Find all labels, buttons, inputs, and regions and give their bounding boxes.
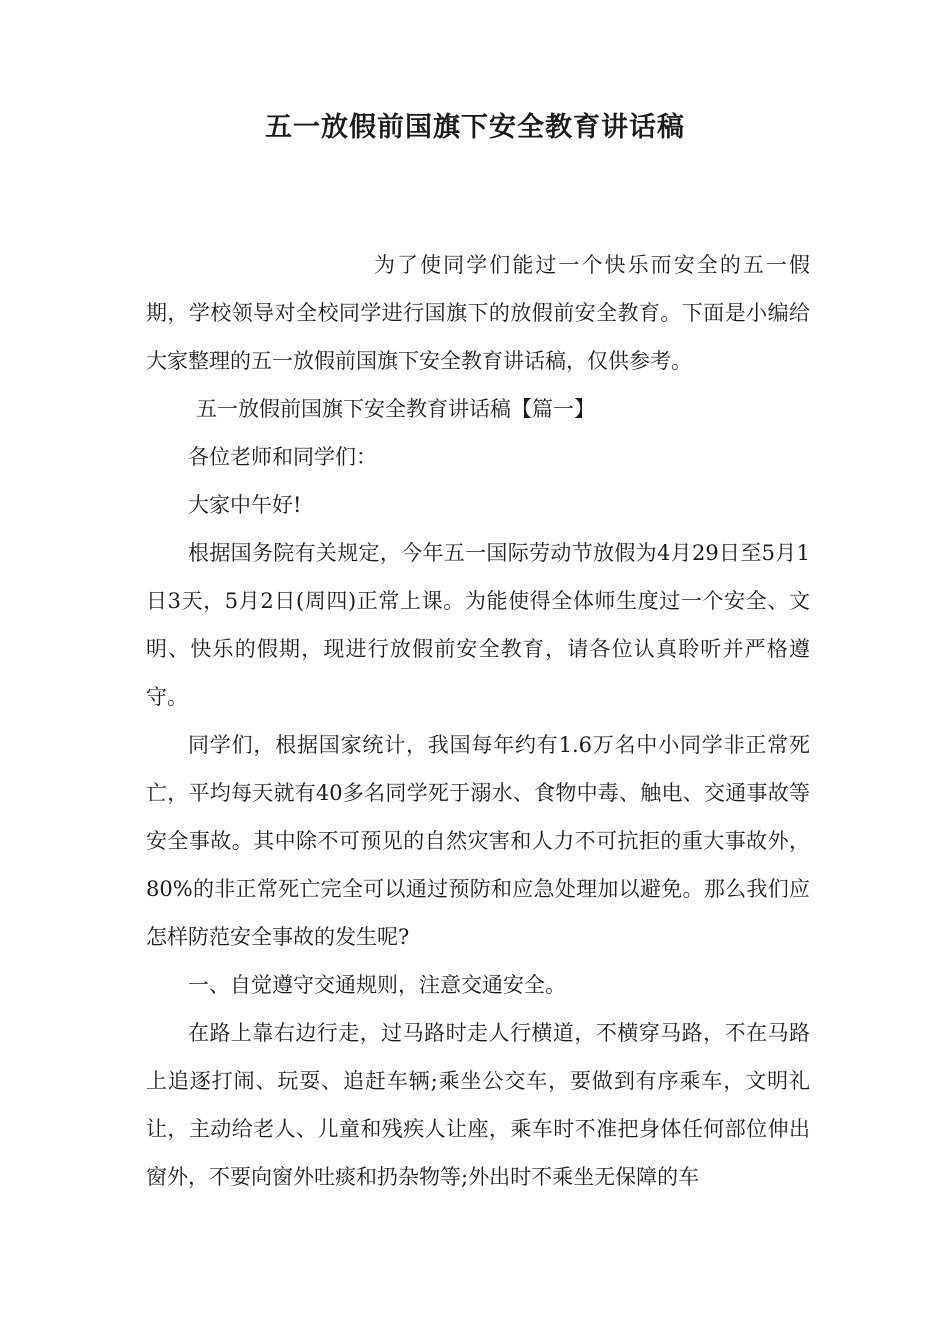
section-heading: 五一放假前国旗下安全教育讲话稿【篇一】: [196, 397, 595, 421]
document-title: 五一放假前国旗下安全教育讲话稿: [265, 112, 685, 143]
intro-paragraph: 为了使同学们能过一个快乐而安全的五一假期，学校领导对全校同学进行国旗下的放假前安全教育。下面是小编给大家整理的五一放假前国旗下安全教育讲话稿，仅供参考。: [146, 253, 810, 373]
body-paragraph: 同学们，根据国家统计，我国每年约有1.6万名中小同学非正常死亡，平均每天就有40多名同学死于溺水、食物中毒、触电、交通事故等安全事故。其中除不可预见的自然灾害和人力不可抗拒的重大事故外，80%的非正常死亡完全可以通过预防和应急处理加以避免。那么我们应怎样防范安全事故的发生呢?: [146, 733, 810, 949]
salutation: 各位老师和同学们：: [188, 445, 377, 469]
body-paragraph: 根据国务院有关规定，今年五一国际劳动节放假为4月29日至5月1日3天，5月2日(周四)正常上课。为能使得全体师生度过一个安全、文明、快乐的假期，现进行放假前安全教育，请各位认真聆听并严格遵守。: [146, 541, 810, 709]
greeting: 大家中午好!: [188, 493, 302, 517]
body-paragraph: 在路上靠右边行走，过马路时走人行横道，不横穿马路，不在马路上追逐打闹、玩耍、追赶车辆;乘坐公交车，要做到有序乘车，文明礼让，主动给老人、儿童和残疾人让座，乘车时不准把身体任何部位伸出窗外，不要向窗外吐痰和扔杂物等;外出时不乘坐无保障的车: [146, 1021, 810, 1189]
document-body: [146, 241, 810, 1201]
subsection-heading: 一、自觉遵守交通规则，注意交通安全。: [188, 973, 566, 997]
